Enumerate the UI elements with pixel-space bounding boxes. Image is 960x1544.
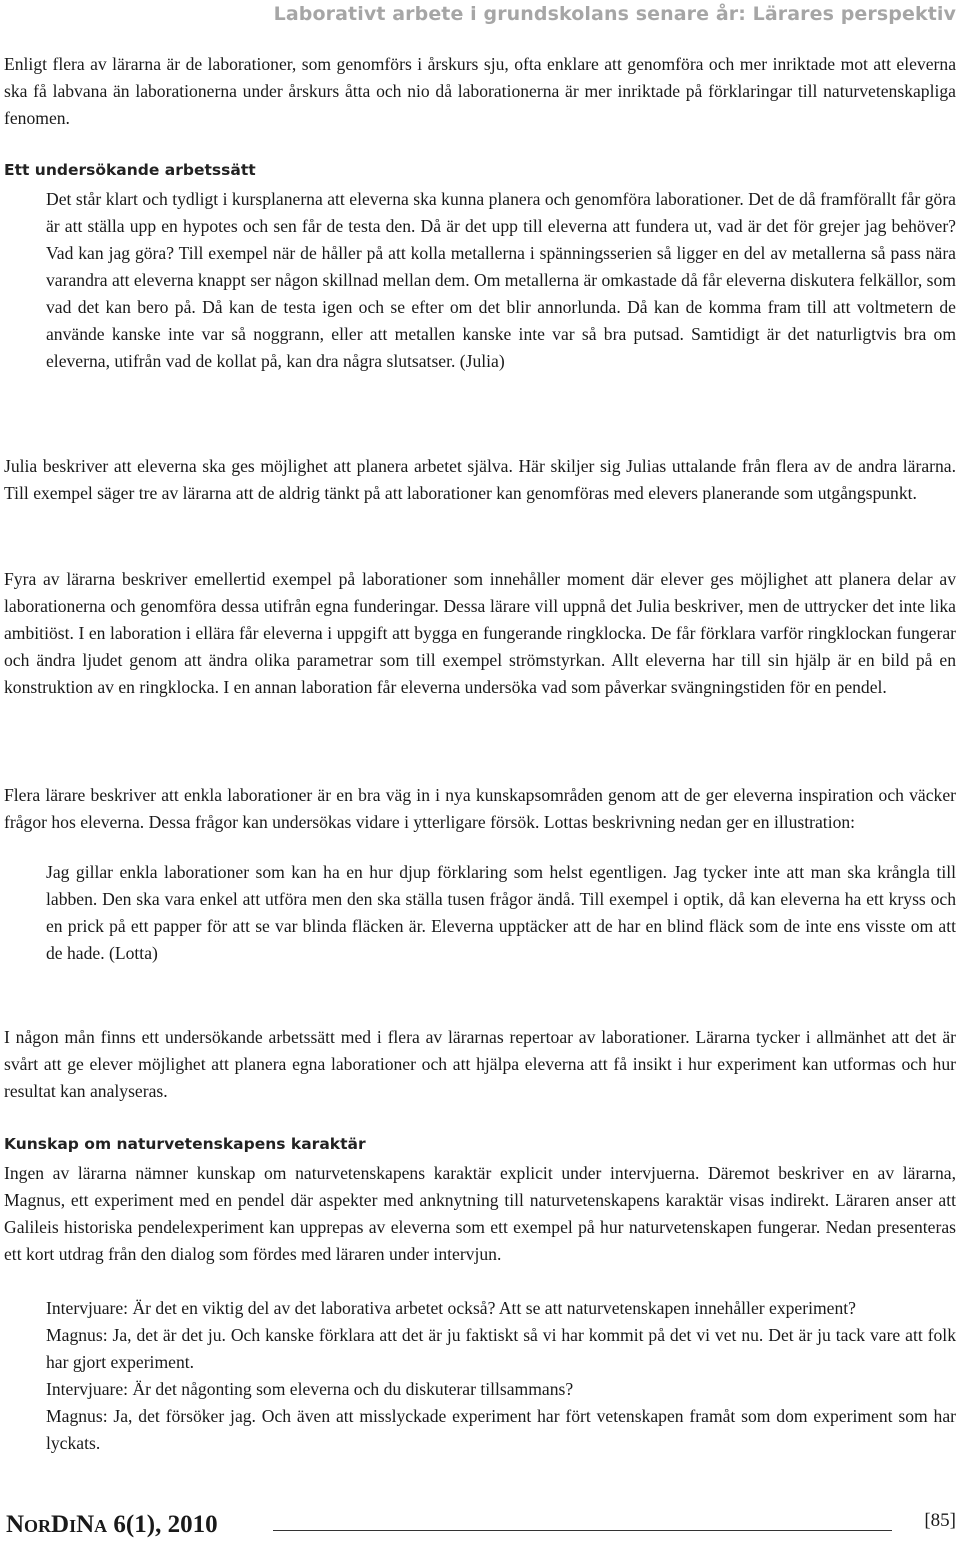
- paragraph-nature-of-science: Ingen av lärarna nämner kunskap om naturvetenskapens karaktär explicit under intervjuerna. Däremot beskriver en av lärarna, Magnus, ett experiment med en pendel där aspekter med anknytning till naturvetenskapens karaktär visas indirekt. Läraren anser att Galileis historiska pendelexperiment kan upprepas av eleverna som ett exempel på hur naturvetenskapen fungerar. Nedan presenteras ett kort utdrag från den dialog som fördes med läraren under intervjun.: [4, 1163, 956, 1264]
- paragraph-four-teachers: Fyra av lärarna beskriver emellertid exempel på laborationer som innehåller moment där elever ges möjlighet att planera delar av laborationerna och genomföra dessa utifrån egna funderingar. Dessa lärare vill uppnå det Julia beskriver, men de uttrycker det inte lika ambitiöst. I en laboration i ellära får eleverna i uppgift att bygga en fungerande ringklocka. De får förklara varför ringklockan fungerar och ändra ljudet genom att ändra olika parametrar som till exempel strömstyrkan. Allt eleverna har till sin hjälp är en bild på en konstruktion av en ringklocka. I en annan laboration får eleverna undersöka vad som påverkar svängningstiden för en pendel.: [4, 569, 956, 697]
- section-heading-nature-of-science: Kunskap om naturvetenskapens karaktär: [4, 1135, 366, 1153]
- footer-rule: [273, 1530, 892, 1531]
- running-head: Laborativt arbete i grundskolans senare år: Lärares perspektiv: [273, 3, 956, 25]
- paragraph-summary: I någon mån finns ett undersökande arbetssätt med i flera av lärarnas repertoar av laborationer. Lärarna tycker i allmänhet att det är svårt att ge elever möjlighet att planera egna laborationer och att hjälpa eleverna att få insikt i hur experiment kan utformas och hur resultat kan analyseras.: [4, 1027, 956, 1101]
- block-quote-lotta: Jag gillar enkla laborationer som kan ha en hur djup förklaring som helst egentligen. Jag tycker inte att man ska krångla till labben. Den ska vara enkel att utföra men den ska ställa tusen frågor ändå. Till exempel i optik, då kan eleverna ha ett kryss och en prick på ett papper för att se var blinda fläcken är. Eleverna upptäcker att de har en blind fläck som de inte ens visste om att de hade. (Lotta): [46, 862, 956, 963]
- dialog-turn-magnus: Magnus: Ja, det är det ju. Och kanske förklara att det är ju faktiskt så vi har kommit på det vi vet nu. Det är ju tack vare att folk har gjort experiment.: [46, 1325, 956, 1372]
- paragraph-simple-labs: Flera lärare beskriver att enkla laborationer är en bra väg in i nya kunskapsområden genom att de ger eleverna inspiration och väcker frågor hos eleverna. Dessa frågor kan undersökas vidare i ytterligare försök. Lottas beskrivning nedan ger en illustration:: [4, 785, 956, 832]
- intro-paragraph: Enligt flera av lärarna är de laborationer, som genomförs i årskurs sju, ofta enklare att genomföra och mer inriktade mot att eleverna ska få labvana än laborationerna under årskurs åtta och nio då laborationerna är mer inriktade på förklaringar till naturvetenskapliga fenomen.: [4, 54, 956, 128]
- dialog-turn-magnus: Magnus: Ja, det försöker jag. Och även att misslyckade experiment har fört vetenskapen framåt som dom experiment som har lyckats.: [46, 1406, 956, 1453]
- interview-dialog: [46, 1295, 956, 1457]
- dialog-turn-interviewer: Intervjuare: Är det någonting som eleverna och du diskuterar tillsammans?: [46, 1379, 574, 1399]
- paragraph-julia-commentary: Julia beskriver att eleverna ska ges möjlighet att planera arbetet själva. Här skiljer sig Julias uttalande från flera av de andra lärarna. Till exempel säger tre av lärarna att de aldrig tänkt på att laborationer kan genomföras med elevers planerande som utgångspunkt.: [4, 456, 956, 503]
- journal-citation: NorDiNa 6(1), 2010: [6, 1511, 218, 1538]
- section-heading-investigative: Ett undersökande arbetssätt: [4, 161, 256, 179]
- block-quote-julia: Det står klart och tydligt i kursplanerna att eleverna ska kunna planera och genomföra laborationer. Det de då framförallt får göra är att ställa upp en hypotes och sen får de testa den. Då är det upp till eleverna att fundera ut, vad är det för grejer jag behöver? Vad kan jag göra? Till exempel när de håller på att kolla metallerna i spänningsserien så ligger en del av metallerna så pass nära varandra att eleverna knappt ser någon skillnad mellan dem. Om metallerna är omkastade då får eleverna diskutera felkällor, som vad det kan bero på. Då kan de testa igen och se efter om det blir annorlunda. Då kan de komma fram till att voltmetern de använde kanske inte var så noggrann, eller att metallen kanske inte var så bra putsad. Samtidigt är det naturligtvis bra om eleverna, utifrån vad de kollat på, kan dra några slutsatser. (Julia): [46, 189, 956, 371]
- dialog-turn-interviewer: Intervjuare: Är det en viktig del av det laborativa arbetet också? Att se att naturvetenskapen innehåller experiment?: [46, 1298, 856, 1318]
- page-number: [85]: [924, 1510, 956, 1531]
